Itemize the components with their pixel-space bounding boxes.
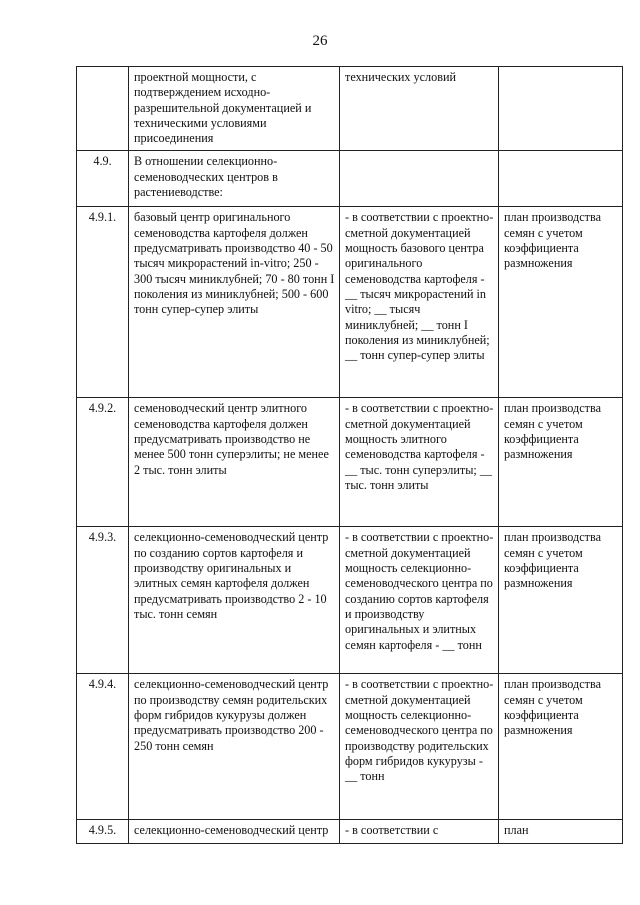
table-row — [77, 674, 623, 820]
note-text: план производства семян с учетом коэффициента размножения — [499, 207, 623, 398]
row-number: 4.9. — [77, 151, 129, 207]
row-number: 4.9.3. — [77, 527, 129, 674]
note-text — [499, 67, 623, 151]
compliance-text: - в соответствии с проектно-сметной документацией мощность элитного семеноводства картофеля - __ тыс. тонн суперэлиты; __ тыс. тонн элиты — [340, 398, 499, 527]
table-row — [77, 67, 623, 151]
note-text: план — [499, 820, 623, 843]
requirements-table — [76, 66, 623, 844]
requirement-text: семеноводческий центр элитного семеноводства картофеля должен предусматривать производство не менее 500 тонн суперэлиты; не менее 2 тыс. тонн элиты — [129, 398, 340, 527]
compliance-text: технических условий — [340, 67, 499, 151]
row-number: 4.9.4. — [77, 674, 129, 820]
table-row — [77, 207, 623, 398]
row-number: 4.9.2. — [77, 398, 129, 527]
compliance-text: - в соответствии с проектно-сметной документацией мощность селекционно-семеноводческого центра по производству родительских форм гибридов кукурузы - __ тонн — [340, 674, 499, 820]
requirement-text: В отношении селекционно-семеноводческих центров в растениеводстве: — [129, 151, 340, 207]
compliance-text — [340, 151, 499, 207]
page-number: 26 — [312, 33, 328, 49]
requirement-text: селекционно-семеноводческий центр по созданию сортов картофеля и производству оригинальных и элитных семян картофеля должен предусматривать производство 2 - 10 тыс. тонн семян — [129, 527, 340, 674]
table-row — [77, 151, 623, 207]
table-row — [77, 820, 623, 843]
compliance-text: - в соответствии с — [340, 820, 499, 843]
compliance-text: - в соответствии с проектно-сметной документацией мощность базового центра оригинального семеноводства картофеля - __ тысяч микрорастений in vitro; __ тысяч миниклубней; __ тонн I поколения из миниклубней; __ тонн супер-супер элиты — [340, 207, 499, 398]
note-text: план производства семян с учетом коэффициента размножения — [499, 674, 623, 820]
requirement-text: селекционно-семеноводческий центр — [129, 820, 340, 843]
requirement-text: селекционно-семеноводческий центр по производству семян родительских форм гибридов кукурузы должен предусматривать производство 200 - 250 тонн семян — [129, 674, 340, 820]
row-number: 4.9.1. — [77, 207, 129, 398]
row-number — [77, 67, 129, 151]
requirement-text: проектной мощности, с подтверждением исходно-разрешительной документацией и техническими условиями присоединения — [129, 67, 340, 151]
compliance-text: - в соответствии с проектно-сметной документацией мощность селекционно-семеноводческого центра по созданию сортов картофеля и производству оригинальных и элитных семян картофеля - __ тонн — [340, 527, 499, 674]
note-text — [499, 151, 623, 207]
table-row — [77, 398, 623, 527]
note-text: план производства семян с учетом коэффициента размножения — [499, 398, 623, 527]
note-text: план производства семян с учетом коэффициента размножения — [499, 527, 623, 674]
row-number: 4.9.5. — [77, 820, 129, 843]
requirement-text: базовый центр оригинального семеноводства картофеля должен предусматривать производство 40 - 50 тысяч микрорастений in-vitro; 250 - 300 тысяч миниклубней; 70 - 80 тонн I поколения из миниклубней; 500 - 600 тонн супер-супер элиты — [129, 207, 340, 398]
table-row — [77, 527, 623, 674]
